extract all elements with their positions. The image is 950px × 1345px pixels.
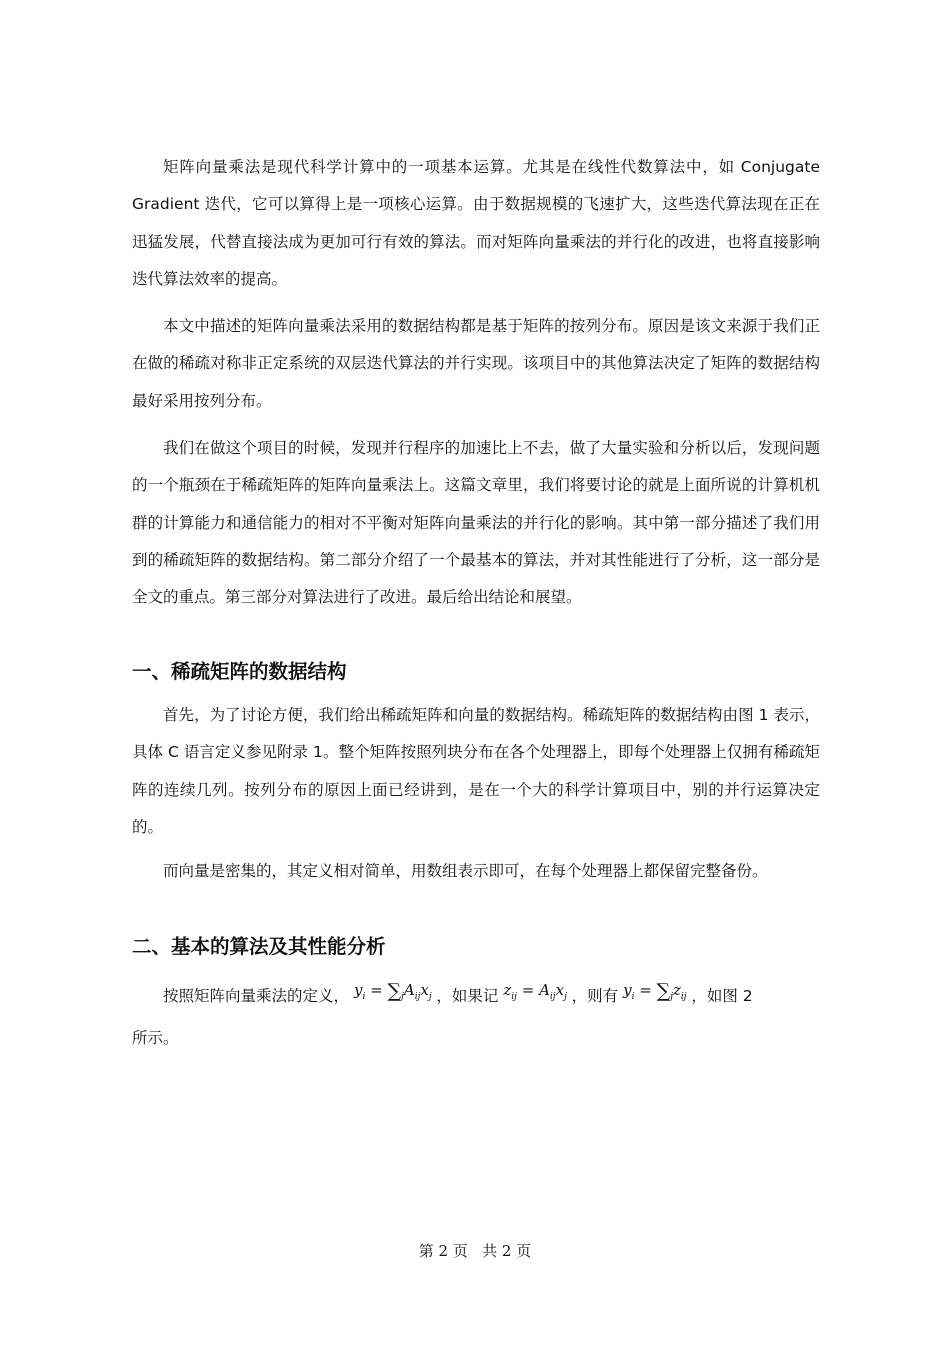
intro-paragraph-3: 我们在做这个项目的时候，发现并行程序的加速比上不去，做了大量实验和分析以后，发现问题的一个瓶颈在于稀疏矩阵的矩阵向量乘法上。这篇文章里，我们将要讨论的就是上面所说的计算机机群的计算能力和通信能力的相对不平衡对矩阵向量乘法的并行化的影响。其中第一部分描述了我们用到的稀疏矩阵的数据结构。第二部分介绍了一个最基本的算法，并对其性能进行了分析，这一部分是全文的重点。第三部分对算法进行了改进。最后给出结论和展望。: [132, 439, 820, 607]
section-1-paragraph-2: 而向量是密集的，其定义相对简单，用数组表示即可，在每个处理器上都保留完整备份。: [163, 862, 768, 880]
formula-y-sum-z: $y_i = \sum_jz_{ij}$: [623, 980, 687, 1002]
section-2-heading: 二、基本的算法及其性能分析: [132, 935, 386, 958]
intro-paragraph-2: 本文中描述的矩阵向量乘法采用的数据结构都是基于矩阵的按列分布。原因是该文来源于我们正在做的稀疏对称非正定系统的双层迭代算法的并行实现。该项目中的其他算法决定了矩阵的数据结构最好采用按列分布。: [132, 317, 820, 410]
formula-z-a-x: $z_{ij} = A_{ij}x_j$: [503, 981, 567, 1002]
formula-figure-ref-text: ，如图 2: [691, 987, 753, 1005]
formula-intro-text: 按照矩阵向量乘法的定义，: [163, 987, 350, 1005]
page-footer: [0, 1240, 950, 1261]
formula-connector-text-2: ，则有: [571, 987, 619, 1005]
section-2-paragraph: [132, 978, 820, 1022]
section-1-heading: 一、稀疏矩阵的数据结构: [132, 660, 347, 683]
page-total: 共 2 页: [482, 1242, 532, 1260]
formula-y-sum-a-x: $y_i = \sum_jA_{ij}x_j$: [353, 980, 432, 1002]
formula-connector-text-1: ，如果记: [436, 987, 499, 1005]
section-1-paragraph-1: 首先，为了讨论方便，我们给出稀疏矩阵和向量的数据结构。稀疏矩阵的数据结构由图 1 表示，具体 C 语言定义参见附录 1。整个矩阵按照列块分布在各个处理器上，即每个处理器上仅拥有稀疏矩阵的连续几列。按列分布的原因上面已经讲到，是在一个大的科学计算项目中，别的并行运算决定的。: [132, 706, 820, 836]
page-number: 第 2 页: [418, 1242, 468, 1260]
intro-paragraph-1: 矩阵向量乘法是现代科学计算中的一项基本运算。尤其是在线性代数算法中，如 Conjugate Gradient 迭代，它可以算得上是一项核心运算。由于数据规模的飞速扩大，这些迭代算法现在正在迅猛发展，代替直接法成为更加可行有效的算法。而对矩阵向量乘法的并行化的改进，也将直接影响迭代算法效率的提高。: [132, 158, 820, 288]
section-2-paragraph-end: 所示。: [132, 1029, 179, 1047]
